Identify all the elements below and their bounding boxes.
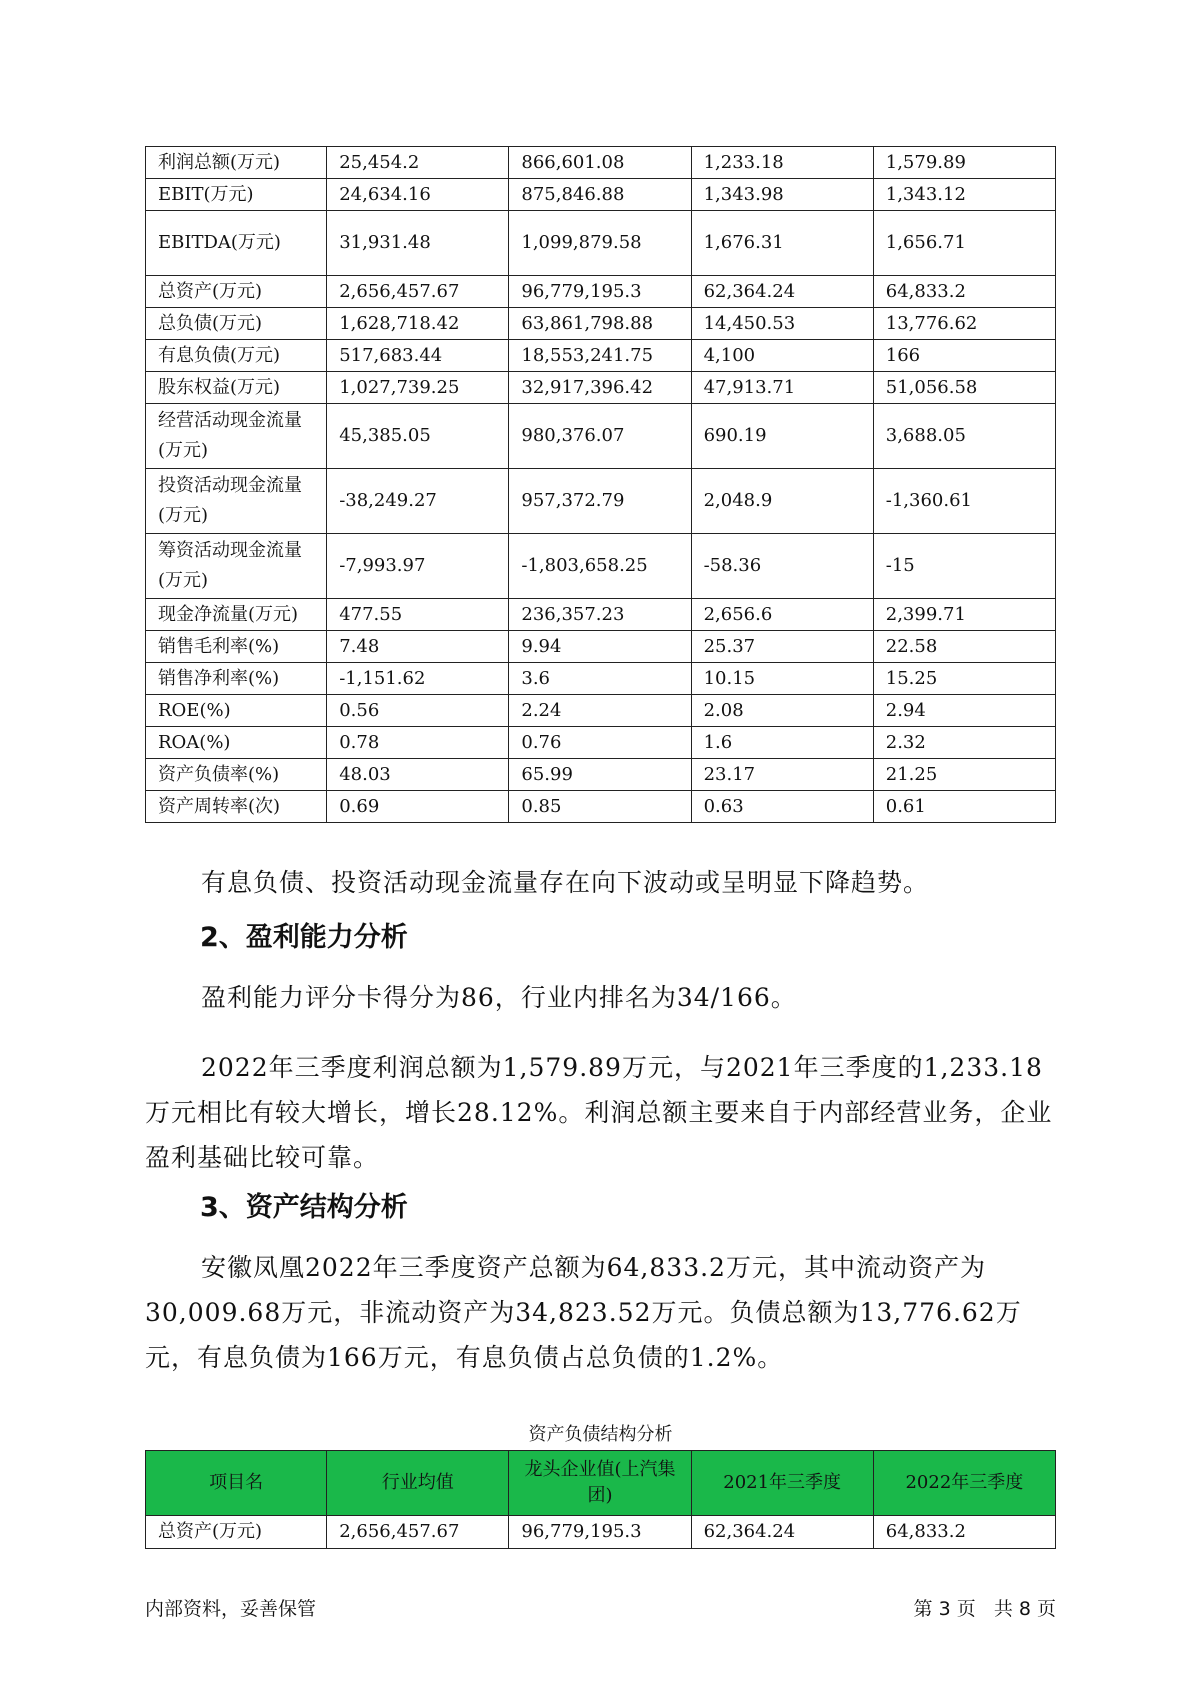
value-cell: 24,634.16 [327,179,509,211]
table-row [146,404,1056,469]
value-cell: 1,027,739.25 [327,372,509,404]
value-cell: 1,656.71 [873,211,1055,276]
row-label-cell: 股东权益(万元) [146,372,327,404]
table-row [146,1516,1056,1549]
value-cell: 32,917,396.42 [509,372,691,404]
value-cell: 1,343.98 [691,179,873,211]
value-cell: 1,628,718.42 [327,308,509,340]
value-cell: 690.19 [691,404,873,469]
value-cell: -58.36 [691,534,873,599]
table-row [146,147,1056,179]
value-cell: 957,372.79 [509,469,691,534]
value-cell: 236,357.23 [509,599,691,631]
value-cell: 63,861,798.88 [509,308,691,340]
row-label-cell: 现金净流量(万元) [146,599,327,631]
profitability-heading: 2、盈利能力分析 [200,922,408,953]
value-cell: 0.69 [327,791,509,823]
value-cell: 14,450.53 [691,308,873,340]
row-label-cell: 总资产(万元) [146,1516,327,1549]
value-cell: 0.63 [691,791,873,823]
row-label-cell: 筹资活动现金流量(万元) [146,534,327,599]
footer-confidential-note: 内部资料，妥善保管 [145,1598,317,1620]
row-label-cell: 投资活动现金流量(万元) [146,469,327,534]
structure-table-caption: 资产负债结构分析 [528,1424,673,1445]
score-paragraph: 盈利能力评分卡得分为86，行业内排名为34/166。 [201,983,797,1012]
value-cell: 45,385.05 [327,404,509,469]
asset-structure-heading: 3、资产结构分析 [200,1192,408,1223]
value-cell: 22.58 [873,631,1055,663]
row-label-cell: 利润总额(万元) [146,147,327,179]
row-label-cell: 有息负债(万元) [146,340,327,372]
structure-table-body [146,1516,1056,1549]
table-row [146,695,1056,727]
value-cell: 21.25 [873,759,1055,791]
row-label-cell: EBIT(万元) [146,179,327,211]
value-cell: 0.76 [509,727,691,759]
row-label-cell: 销售毛利率(%) [146,631,327,663]
value-cell: 477.55 [327,599,509,631]
value-cell: 166 [873,340,1055,372]
row-label-cell: 资产周转率(次) [146,791,327,823]
value-cell: 65.99 [509,759,691,791]
value-cell: 0.61 [873,791,1055,823]
table-row [146,179,1056,211]
trend-paragraph: 有息负债、投资活动现金流量存在向下波动或呈明显下降趋势。 [201,868,930,897]
value-cell: 64,833.2 [873,1516,1055,1549]
value-cell: 2.94 [873,695,1055,727]
value-cell: 2,656,457.67 [327,276,509,308]
profit-paragraph: 2022年三季度利润总额为1,579.89万元，与2021年三季度的1,233.18万元相比有较大增长，增长28.12%。利润总额主要来自于内部经营业务，企业盈利基础比较可靠。 [145,1053,1053,1172]
table-row [146,599,1056,631]
value-cell: 2.08 [691,695,873,727]
value-cell: -38,249.27 [327,469,509,534]
value-cell: 96,779,195.3 [509,276,691,308]
value-cell: 0.85 [509,791,691,823]
asset-structure-paragraph: 安徽凤凰2022年三季度资产总额为64,833.2万元，其中流动资产为30,009.68万元，非流动资产为34,823.52万元。负债总额为13,776.62万元，有息负债为166万元，有息负债占总负债的1.2%。 [145,1253,1022,1372]
row-label-cell: 资产负债率(%) [146,759,327,791]
value-cell: 7.48 [327,631,509,663]
table-row [146,534,1056,599]
value-cell: -1,151.62 [327,663,509,695]
row-label-cell: 销售净利率(%) [146,663,327,695]
value-cell: 1.6 [691,727,873,759]
row-label-cell: EBITDA(万元) [146,211,327,276]
value-cell: 875,846.88 [509,179,691,211]
value-cell: 980,376.07 [509,404,691,469]
column-header: 行业均值 [327,1451,509,1516]
row-label-cell: 经营活动现金流量(万元) [146,404,327,469]
table-row [146,469,1056,534]
value-cell: 62,364.24 [691,276,873,308]
table-row [146,308,1056,340]
value-cell: 18,553,241.75 [509,340,691,372]
value-cell: 1,099,879.58 [509,211,691,276]
value-cell: 1,233.18 [691,147,873,179]
value-cell: 2,399.71 [873,599,1055,631]
value-cell: 51,056.58 [873,372,1055,404]
table-row [146,372,1056,404]
value-cell: 15.25 [873,663,1055,695]
value-cell: 2.24 [509,695,691,727]
value-cell: -15 [873,534,1055,599]
table-row [146,211,1056,276]
asset-liability-structure-table [145,1450,1056,1549]
value-cell: 2,048.9 [691,469,873,534]
table-row [146,727,1056,759]
table-row [146,663,1056,695]
table-row [146,276,1056,308]
value-cell: 10.15 [691,663,873,695]
financial-metrics-table [145,146,1056,823]
value-cell: -1,360.61 [873,469,1055,534]
table-row [146,340,1056,372]
structure-table-header-row [146,1451,1056,1516]
value-cell: 0.78 [327,727,509,759]
value-cell: 2,656.6 [691,599,873,631]
value-cell: 866,601.08 [509,147,691,179]
row-label-cell: 总资产(万元) [146,276,327,308]
value-cell: 9.94 [509,631,691,663]
row-label-cell: ROA(%) [146,727,327,759]
value-cell: 1,343.12 [873,179,1055,211]
column-header: 龙头企业值(上汽集团) [509,1451,691,1516]
table-row [146,631,1056,663]
table-row [146,759,1056,791]
value-cell: 13,776.62 [873,308,1055,340]
row-label-cell: 总负债(万元) [146,308,327,340]
value-cell: 1,579.89 [873,147,1055,179]
footer-page-number: 第 3 页 共 8 页 [913,1598,1056,1620]
table-row [146,791,1056,823]
value-cell: 23.17 [691,759,873,791]
value-cell: 517,683.44 [327,340,509,372]
value-cell: 3.6 [509,663,691,695]
value-cell: 3,688.05 [873,404,1055,469]
value-cell: 48.03 [327,759,509,791]
value-cell: 96,779,195.3 [509,1516,691,1549]
value-cell: 25,454.2 [327,147,509,179]
value-cell: -1,803,658.25 [509,534,691,599]
column-header: 2022年三季度 [873,1451,1055,1516]
value-cell: 25.37 [691,631,873,663]
value-cell: 2.32 [873,727,1055,759]
value-cell: 0.56 [327,695,509,727]
value-cell: 4,100 [691,340,873,372]
value-cell: -7,993.97 [327,534,509,599]
column-header: 项目名 [146,1451,327,1516]
value-cell: 31,931.48 [327,211,509,276]
value-cell: 64,833.2 [873,276,1055,308]
value-cell: 62,364.24 [691,1516,873,1549]
value-cell: 2,656,457.67 [327,1516,509,1549]
column-header: 2021年三季度 [691,1451,873,1516]
value-cell: 1,676.31 [691,211,873,276]
value-cell: 47,913.71 [691,372,873,404]
row-label-cell: ROE(%) [146,695,327,727]
financial-metrics-body [146,147,1056,823]
